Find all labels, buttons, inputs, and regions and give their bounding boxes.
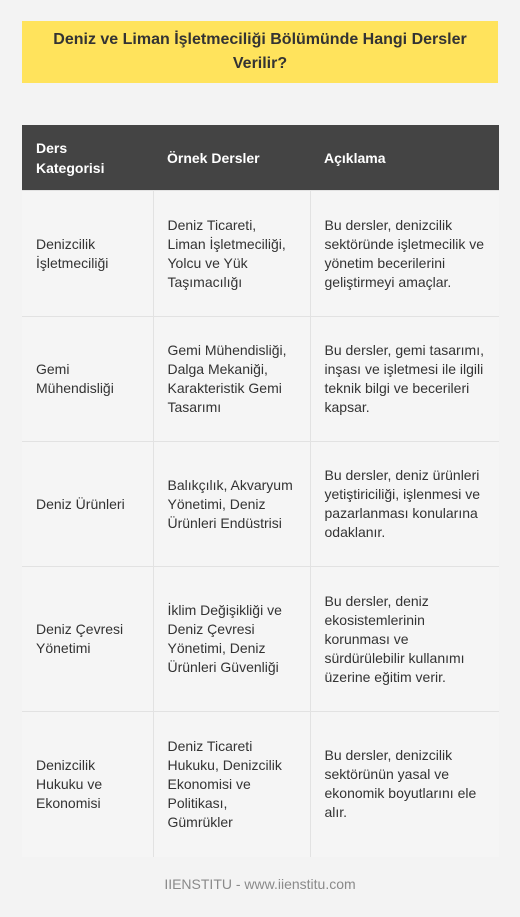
table-row	[22, 191, 499, 317]
table-header-row	[22, 125, 499, 191]
examples-cell: Gemi Mühendisliği, Dalga Mekaniği, Karakteristik Gemi Tasarımı	[153, 317, 310, 442]
table-row	[22, 567, 499, 712]
column-header-category: Ders Kategorisi	[22, 125, 153, 191]
table-row	[22, 317, 499, 442]
description-cell: Bu dersler, deniz ekosistemlerinin korunması ve sürdürülebilir kullanımı üzerine eğitim verir.	[310, 567, 499, 712]
table-row	[22, 712, 499, 857]
description-cell: Bu dersler, deniz ürünleri yetiştiriciliği, işlenmesi ve pazarlanması konularına odaklanır.	[310, 442, 499, 567]
examples-cell: İklim Değişikliği ve Deniz Çevresi Yönetimi, Deniz Ürünleri Güvenliği	[153, 567, 310, 712]
category-cell: Gemi Mühendisliği	[22, 317, 153, 442]
description-cell: Bu dersler, gemi tasarımı, inşası ve işletmesi ile ilgili teknik bilgi ve becerileri kapsar.	[310, 317, 499, 442]
description-cell: Bu dersler, denizcilik sektöründe işletmecilik ve yönetim becerilerini geliştirmeyi amaçlar.	[310, 191, 499, 317]
page-title: Deniz ve Liman İşletmeciliği Bölümünde Hangi Dersler Verilir?	[53, 31, 467, 72]
footer-credit: IIENSTITU - www.iienstitu.com	[164, 876, 356, 892]
category-cell: Denizcilik İşletmeciliği	[22, 191, 153, 317]
column-header-examples: Örnek Dersler	[153, 125, 310, 191]
examples-cell: Deniz Ticareti, Liman İşletmeciliği, Yolcu ve Yük Taşımacılığı	[153, 191, 310, 317]
category-cell: Denizcilik Hukuku ve Ekonomisi	[22, 712, 153, 857]
table-row	[22, 442, 499, 567]
examples-cell: Deniz Ticareti Hukuku, Denizcilik Ekonomisi ve Politikası, Gümrükler	[153, 712, 310, 857]
category-cell: Deniz Ürünleri	[22, 442, 153, 567]
column-header-description: Açıklama	[310, 125, 499, 191]
course-table	[22, 125, 499, 857]
examples-cell: Balıkçılık, Akvaryum Yönetimi, Deniz Ürünleri Endüstrisi	[153, 442, 310, 567]
title-banner	[22, 21, 498, 83]
description-cell: Bu dersler, denizcilik sektörünün yasal ve ekonomik boyutlarını ele alır.	[310, 712, 499, 857]
category-cell: Deniz Çevresi Yönetimi	[22, 567, 153, 712]
